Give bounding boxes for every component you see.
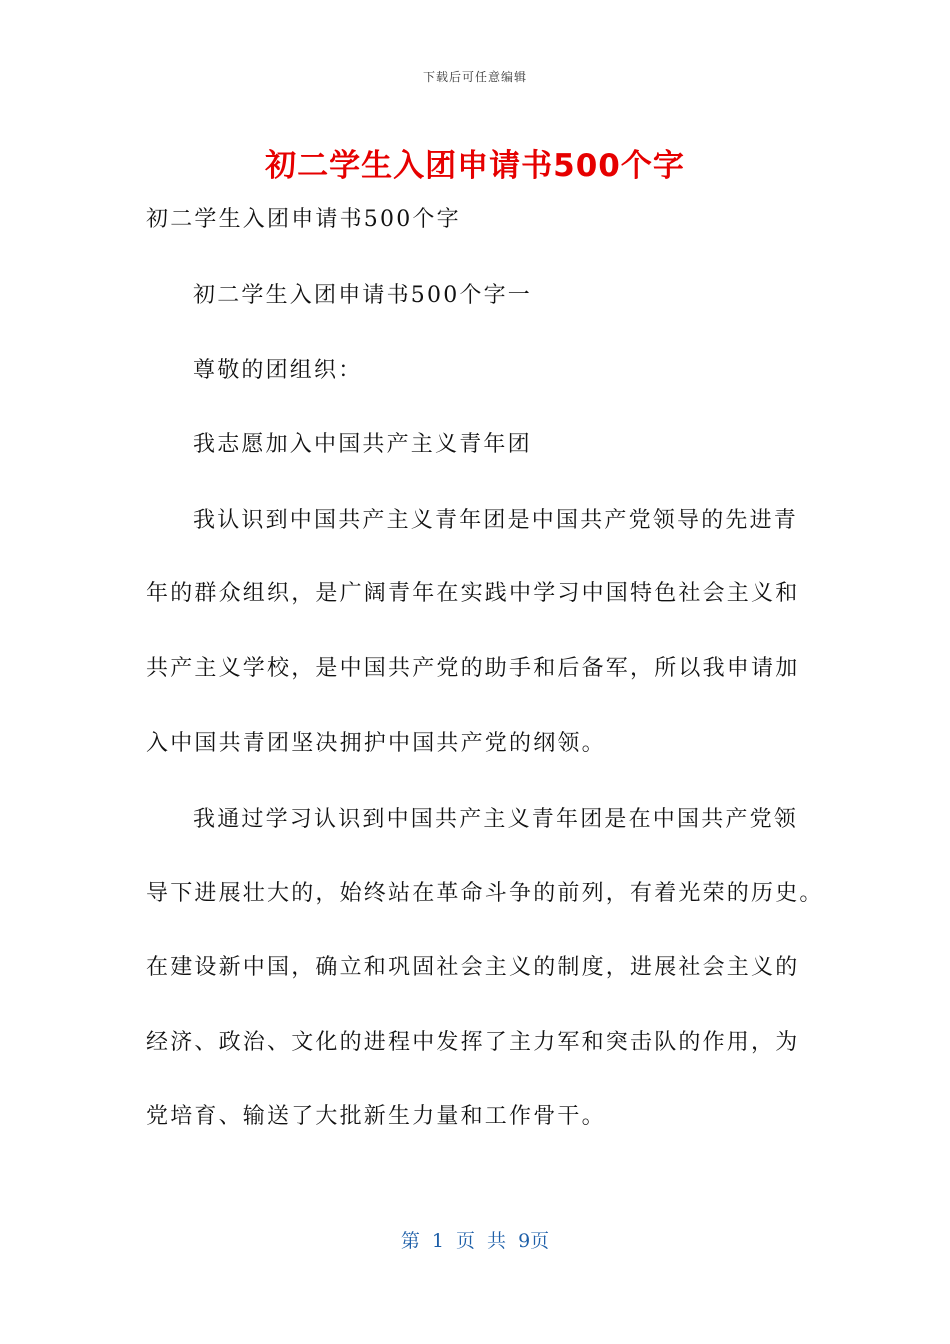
paragraph2-line: 经济、政治、文化的进程中发挥了主力军和突击队的作用，为 — [146, 1030, 800, 1055]
paragraph2-line: 导下进展壮大的，始终站在革命斗争的前列，有着光荣的历史。 — [146, 881, 824, 906]
salutation: 尊敬的团组织： — [193, 358, 363, 383]
paragraph1-line: 年的群众组织，是广阔青年在实践中学习中国特色社会主义和 — [146, 581, 800, 606]
paragraph2-line: 党培育、输送了大批新生力量和工作骨干。 — [146, 1104, 606, 1129]
document-subtitle: 初二学生入团申请书500个字 — [146, 207, 461, 232]
paragraph1-line: 入中国共青团坚决拥护中国共产党的纲领。 — [146, 731, 606, 756]
section-heading: 初二学生入团申请书500个字一 — [193, 283, 532, 308]
paragraph1-line: 共产主义学校，是中国共产党的助手和后备军，所以我申请加 — [146, 656, 800, 681]
paragraph1-line: 我认识到中国共产主义青年团是中国共产党领导的先进青 — [193, 508, 799, 533]
page-footer: 第 1 页 共 9页 — [400, 1230, 550, 1252]
header-note: 下载后可任意编辑 — [422, 70, 527, 84]
paragraph2-line: 在建设新中国，确立和巩固社会主义的制度，进展社会主义的 — [146, 955, 800, 980]
paragraph2-line: 我通过学习认识到中国共产主义青年团是在中国共产党领 — [193, 807, 799, 832]
document-title: 初二学生入团申请书500个字 — [265, 148, 685, 184]
intent-statement: 我志愿加入中国共产主义青年团 — [193, 432, 532, 457]
